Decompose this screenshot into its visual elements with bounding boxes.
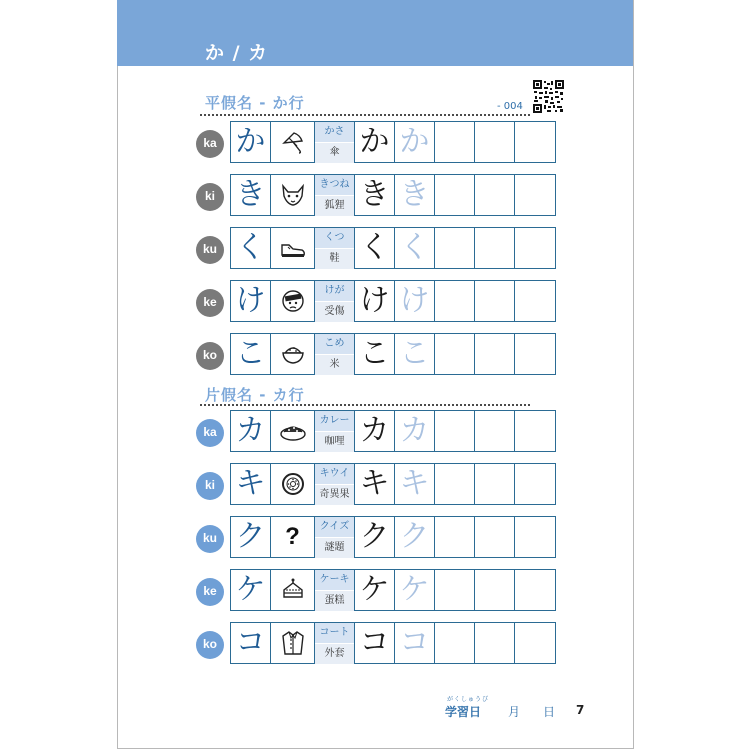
trace-char-cell[interactable] [395,464,435,504]
question-mark-icon [285,523,300,551]
blank-practice-cell[interactable] [435,281,475,321]
model-char: こ [235,336,266,371]
blank-practice-cell[interactable] [435,623,475,663]
cake-icon [280,577,306,603]
vocab-meaning: 奇異果 [315,484,354,505]
practice-row [196,622,568,664]
example-char: か [359,124,390,159]
rice-bowl-icon-cell [271,334,315,374]
vocab-meaning: 鞋 [315,248,354,269]
fox-icon-cell [271,175,315,215]
example-char-cell [355,281,395,321]
example-char-cell [355,517,395,557]
blank-practice-cell[interactable] [435,228,475,268]
vocab-cell [315,228,355,268]
romaji-badge: ka [196,419,224,447]
vocab-cell [315,175,355,215]
vocab-meaning: 蛋糕 [315,590,354,611]
writing-grid [230,280,556,322]
romaji-badge: ki [196,183,224,211]
trace-char-cell[interactable] [395,517,435,557]
blank-practice-cell[interactable] [435,570,475,610]
blank-practice-cell[interactable] [475,517,515,557]
writing-grid [230,410,556,452]
model-char: キ [235,466,266,501]
example-char: ケ [359,572,390,607]
practice-row [196,227,568,269]
injured-face-icon-cell [271,281,315,321]
model-char-cell [231,464,271,504]
example-char-cell [355,228,395,268]
qr-code-icon[interactable] [533,80,564,113]
model-char-cell [231,570,271,610]
trace-char-cell[interactable] [395,175,435,215]
study-month-label: 月 [508,705,521,719]
blank-practice-cell[interactable] [515,623,555,663]
practice-row [196,280,568,322]
vocab-cell [315,464,355,504]
trace-char-cell[interactable] [395,411,435,451]
writing-grid [230,622,556,664]
umbrella-icon-cell [271,122,315,162]
blank-practice-cell[interactable] [515,334,555,374]
page-number: 7 [576,703,585,717]
curry-icon-cell [271,411,315,451]
trace-char: ケ [399,572,430,607]
vocab-meaning: 外套 [315,643,354,664]
model-char: き [235,177,266,212]
umbrella-icon [280,129,306,155]
model-char: ケ [235,572,266,607]
blank-practice-cell[interactable] [475,570,515,610]
vocab-cell [315,623,355,663]
example-char-cell [355,411,395,451]
fox-icon [279,182,307,208]
blank-practice-cell[interactable] [515,517,555,557]
trace-char: か [399,124,430,159]
blank-practice-cell[interactable] [435,411,475,451]
page-code: - 004 [497,101,523,112]
vocab-reading: きつね [315,175,354,195]
example-char-cell [355,570,395,610]
model-char: く [235,230,266,265]
model-char-cell [231,334,271,374]
blank-practice-cell[interactable] [515,175,555,215]
section-divider [200,114,530,116]
vocab-cell [315,411,355,451]
vocab-reading: くつ [315,228,354,248]
model-char-cell [231,623,271,663]
blank-practice-cell[interactable] [515,281,555,321]
vocab-meaning: 咖哩 [315,431,354,452]
writing-grid [230,227,556,269]
shoe-icon-cell [271,228,315,268]
writing-grid [230,569,556,611]
vocab-reading: コート [315,623,354,643]
study-day-label: 日 [543,705,556,719]
practice-row [196,569,568,611]
section-divider [200,404,530,406]
vocab-meaning: 米 [315,354,354,375]
vocab-reading: クイズ [315,517,354,537]
vocab-cell [315,334,355,374]
study-date-furigana: がくしゅうび [447,696,490,703]
example-char: こ [359,336,390,371]
example-char: き [359,177,390,212]
example-char: く [359,230,390,265]
section-title-katakana: 片假名 - カ行 [205,386,305,404]
model-char-cell [231,175,271,215]
model-char: ク [235,519,266,554]
example-char: キ [359,466,390,501]
model-char: カ [235,413,266,448]
practice-row [196,410,568,452]
model-char-cell [231,517,271,557]
trace-char-cell[interactable] [395,334,435,374]
romaji-badge: ko [196,342,224,370]
model-char-cell [231,228,271,268]
model-char-cell [231,122,271,162]
model-char-cell [231,411,271,451]
writing-grid [230,174,556,216]
kiwi-icon-cell [271,464,315,504]
blank-practice-cell[interactable] [475,175,515,215]
trace-char-cell[interactable] [395,281,435,321]
blank-practice-cell[interactable] [475,228,515,268]
page-title: か / カ [205,42,269,64]
vocab-cell [315,281,355,321]
trace-char: カ [399,413,430,448]
trace-char-cell[interactable] [395,623,435,663]
trace-char: け [399,283,430,318]
blank-practice-cell[interactable] [475,464,515,504]
practice-row [196,333,568,375]
practice-row [196,121,568,163]
vocab-reading: こめ [315,334,354,354]
example-char-cell [355,623,395,663]
shoe-icon [279,237,307,259]
model-char: コ [235,625,266,660]
vocab-meaning: 謎題 [315,537,354,558]
vocab-reading: けが [315,281,354,301]
blank-practice-cell[interactable] [435,517,475,557]
blank-practice-cell[interactable] [475,281,515,321]
example-char: ク [359,519,390,554]
vocab-cell [315,570,355,610]
example-char-cell [355,122,395,162]
writing-grid [230,516,556,558]
practice-row [196,516,568,558]
trace-char: コ [399,625,430,660]
curry-icon [279,419,307,443]
blank-practice-cell[interactable] [515,570,555,610]
writing-grid [230,333,556,375]
romaji-badge: ka [196,130,224,158]
trace-char: キ [399,466,430,501]
blank-practice-cell[interactable] [435,175,475,215]
question-mark-glyph: ? [285,523,300,550]
vocab-cell [315,122,355,162]
study-date-label: 学習日 [445,705,482,719]
blank-practice-cell[interactable] [475,122,515,162]
example-char-cell [355,464,395,504]
romaji-badge: ki [196,472,224,500]
section-title-hiragana: 平假名 - か行 [205,94,305,112]
cake-icon-cell [271,570,315,610]
vocab-reading: キウイ [315,464,354,484]
practice-row [196,174,568,216]
example-char: コ [359,625,390,660]
trace-char-cell[interactable] [395,122,435,162]
blank-practice-cell[interactable] [435,122,475,162]
model-char-cell [231,281,271,321]
blank-practice-cell[interactable] [515,228,555,268]
trace-char-cell[interactable] [395,570,435,610]
blank-practice-cell[interactable] [515,122,555,162]
trace-char: き [399,177,430,212]
page-header [117,0,633,66]
trace-char: く [399,230,430,265]
writing-grid [230,463,556,505]
vocab-reading: カレー [315,411,354,431]
romaji-badge: ke [196,289,224,317]
example-char: カ [359,413,390,448]
coat-icon-cell [271,623,315,663]
model-char: か [235,124,266,159]
vocab-meaning: 狐狸 [315,195,354,216]
rice-bowl-icon [280,341,306,367]
coat-icon [280,629,306,657]
vocab-meaning: 傘 [315,142,354,163]
vocab-meaning: 受傷 [315,301,354,322]
example-char-cell [355,175,395,215]
blank-practice-cell[interactable] [475,411,515,451]
blank-practice-cell[interactable] [475,623,515,663]
trace-char-cell[interactable] [395,228,435,268]
question-mark-icon-cell [271,517,315,557]
romaji-badge: ke [196,578,224,606]
practice-row [196,463,568,505]
example-char-cell [355,334,395,374]
trace-char: こ [399,336,430,371]
romaji-badge: ku [196,236,224,264]
romaji-badge: ko [196,631,224,659]
blank-practice-cell[interactable] [515,464,555,504]
model-char: け [235,283,266,318]
blank-practice-cell[interactable] [435,334,475,374]
injured-face-icon [280,288,306,314]
writing-grid [230,121,556,163]
vocab-cell [315,517,355,557]
trace-char: ク [399,519,430,554]
blank-practice-cell[interactable] [475,334,515,374]
example-char: け [359,283,390,318]
kiwi-icon [280,471,306,497]
vocab-reading: ケーキ [315,570,354,590]
vocab-reading: かさ [315,122,354,142]
romaji-badge: ku [196,525,224,553]
blank-practice-cell[interactable] [435,464,475,504]
blank-practice-cell[interactable] [515,411,555,451]
